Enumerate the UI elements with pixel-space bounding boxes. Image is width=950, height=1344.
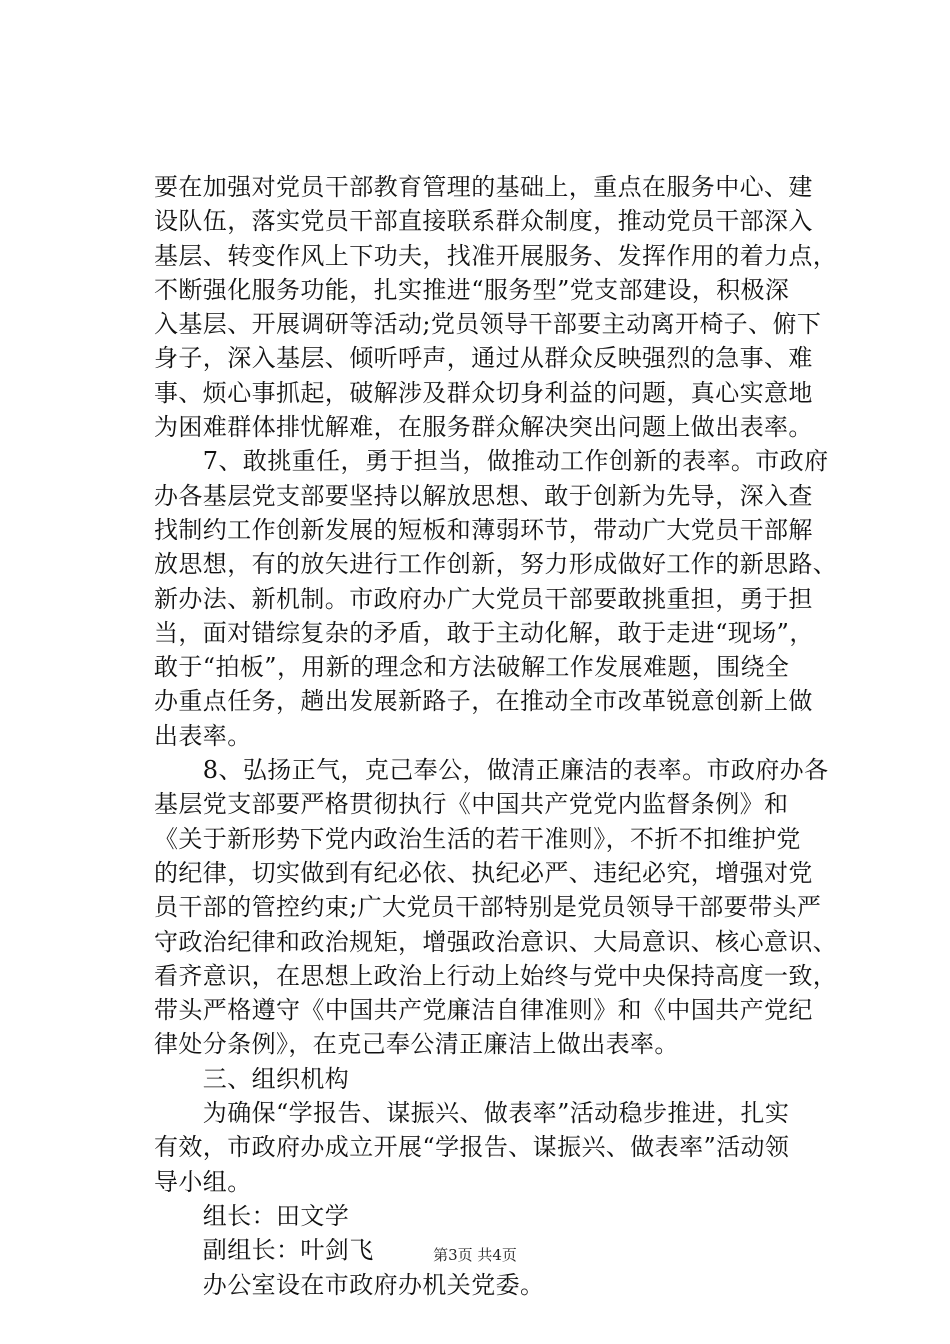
page-number-footer: 第3页 共4页 bbox=[433, 1246, 517, 1264]
text-line: 律处分条例》，在克己奉公清正廉洁上做出表率。 bbox=[154, 1030, 679, 1059]
text-line: 入基层、开展调研等活动;党员领导干部要主动离开椅子、俯下 bbox=[154, 310, 822, 339]
text-line: 办重点任务，趟出发展新路子，在推动全市改革锐意创新上做 bbox=[154, 687, 813, 716]
document-body bbox=[154, 170, 838, 1302]
text-line: 基层党支部要严格贯彻执行《中国共产党党内监督条例》和 bbox=[154, 790, 789, 819]
text-line: 设队伍，落实党员干部直接联系群众制度，推动党员干部深入 bbox=[154, 207, 813, 236]
section-8-heading-line: 8、弘扬正气，克己奉公，做清正廉洁的表率。市政府办各 bbox=[154, 756, 829, 785]
section-7-heading-line: 7、敢挑重任，勇于担当，做推动工作创新的表率。市政府 bbox=[154, 447, 829, 476]
text-line: 敢于“拍板”，用新的理念和方法破解工作发展难题，围绕全 bbox=[154, 653, 790, 682]
text-line: 员干部的管控约束;广大党员干部特别是党员领导干部要带头严 bbox=[154, 893, 822, 922]
deputy-leader-line: 副组长：叶剑飞 bbox=[154, 1236, 374, 1265]
text-line: 《关于新形势下党内政治生活的若干准则》，不折不扣维护党 bbox=[154, 824, 801, 853]
text-line: 为确保“学报告、谋振兴、做表率”活动稳步推进，扎实 bbox=[154, 1099, 790, 1128]
text-line: 出表率。 bbox=[154, 721, 252, 750]
text-line: 守政治纪律和政治规矩，增强政治意识、大局意识、核心意识、 bbox=[154, 927, 838, 956]
text-line: 基层、转变作风上下功夫，找准开展服务、发挥作用的着力点， bbox=[154, 241, 838, 270]
text-line: 放思想，有的放矢进行工作创新，努力形成做好工作的新思路、 bbox=[154, 550, 838, 579]
text-line: 有效，市政府办成立开展“学报告、谋振兴、做表率”活动领 bbox=[154, 1133, 790, 1162]
text-line: 导小组。 bbox=[154, 1167, 252, 1196]
text-line: 带头严格遵守《中国共产党廉洁自律准则》和《中国共产党纪 bbox=[154, 996, 813, 1025]
text-line: 身子，深入基层、倾听呼声，通过从群众反映强烈的急事、难 bbox=[154, 344, 813, 373]
text-line: 办各基层党支部要坚持以解放思想、敢于创新为先导，深入查 bbox=[154, 481, 813, 510]
text-line: 事、烦心事抓起，破解涉及群众切身利益的问题，真心实意地 bbox=[154, 378, 813, 407]
text-line: 的纪律，切实做到有纪必依、执纪必严、违纪必究，增强对党 bbox=[154, 858, 813, 887]
text-line: 当，面对错综复杂的矛盾，敢于主动化解，敢于走进“现场”， bbox=[154, 618, 814, 647]
office-location-line: 办公室设在市政府办机关党委。 bbox=[154, 1270, 545, 1299]
text-line: 不断强化服务功能，扎实推进“服务型”党支部建设，积极深 bbox=[154, 275, 790, 304]
section-3-heading: 三、组织机构 bbox=[154, 1064, 350, 1093]
text-line: 看齐意识，在思想上政治上行动上始终与党中央保持高度一致， bbox=[154, 961, 838, 990]
text-line: 找制约工作创新发展的短板和薄弱环节，带动广大党员干部解 bbox=[154, 515, 813, 544]
text-line: 为困难群体排忧解难，在服务群众解决突出问题上做出表率。 bbox=[154, 413, 813, 442]
group-leader-line: 组长：田文学 bbox=[154, 1201, 350, 1230]
text-line: 新办法、新机制。市政府办广大党员干部要敢挑重担，勇于担 bbox=[154, 584, 813, 613]
text-line: 要在加强对党员干部教育管理的基础上，重点在服务中心、建 bbox=[154, 173, 813, 201]
